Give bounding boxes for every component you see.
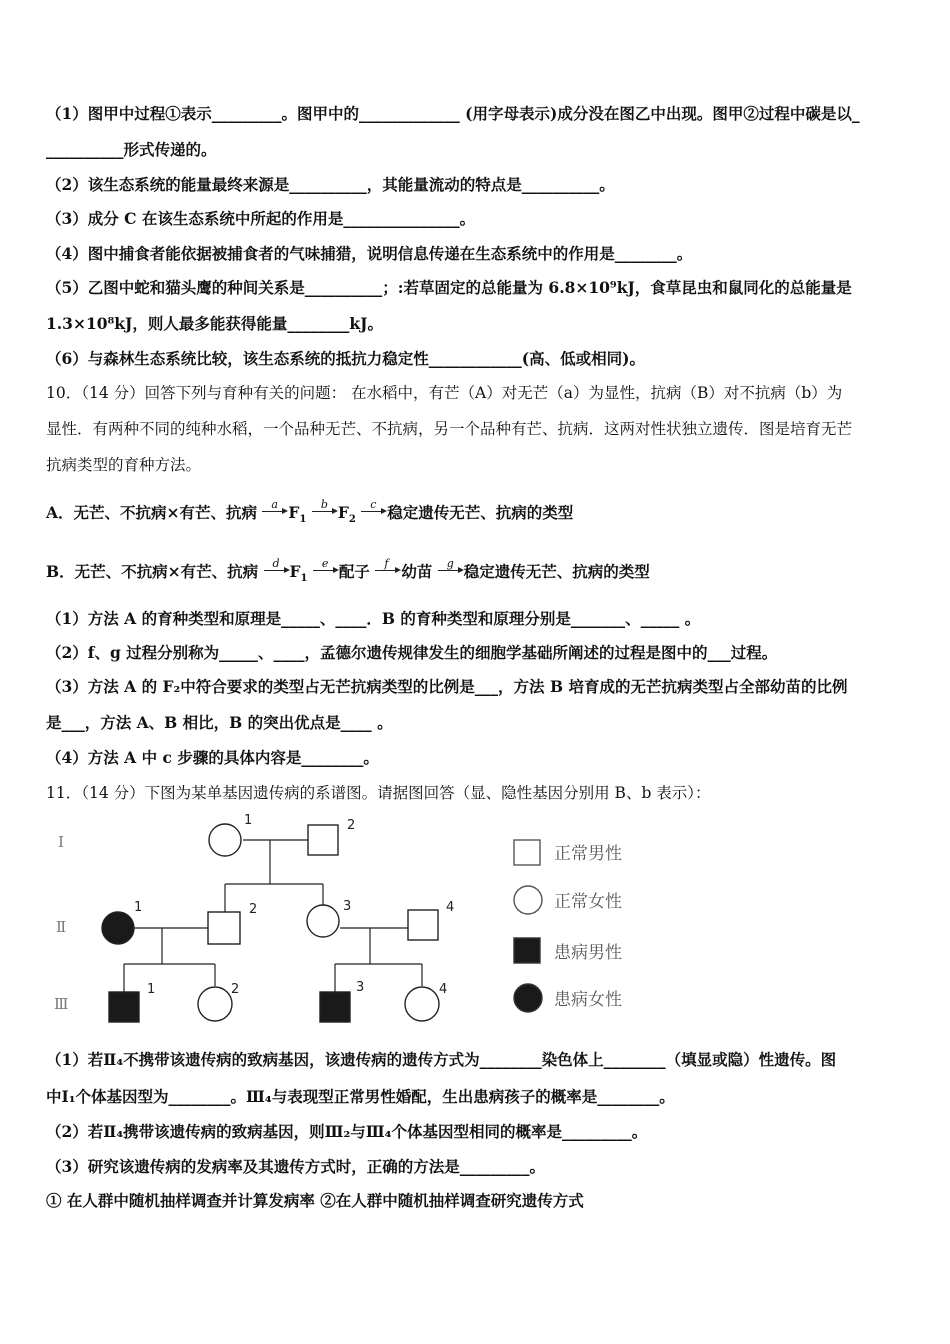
individual-II2-normal-male xyxy=(208,912,240,944)
q9-part6: （6）与森林生态系统比较，该生态系统的抵抗力稳定性____________(高、低或相同)。 xyxy=(46,349,645,368)
num-II3: 3 xyxy=(343,899,352,914)
q10-part4: （4）方法 A 中 c 步骤的具体内容是________。 xyxy=(46,748,379,767)
num-I1: 1 xyxy=(244,813,253,828)
q9-part1-line2: __________形式传递的。 xyxy=(46,140,217,159)
individual-II4-normal-male xyxy=(408,910,438,940)
legend-normal-male: 正常男性 xyxy=(554,844,622,864)
q11-part1-line2: 中Ⅰ₁个体基因型为________。Ⅲ₄与表现型正常男性婚配，生出患病孩子的概率是________。 xyxy=(46,1087,675,1106)
num-I2: 2 xyxy=(347,818,356,833)
individual-III1-affected-male xyxy=(109,992,139,1022)
method-a-f1: $F_1$ xyxy=(288,503,307,526)
legend-affected-male: 患病男性 xyxy=(554,943,622,963)
individual-II1-affected-female xyxy=(102,912,134,944)
legend-affected-female: 患病女性 xyxy=(554,990,622,1010)
legend-affected-male-icon xyxy=(514,938,540,963)
legend-normal-female: 正常女性 xyxy=(554,892,622,912)
legend-normal-male-icon xyxy=(514,840,540,865)
q10-stem-line3: 抗病类型的育种方法。 xyxy=(46,456,202,474)
q9-part4: （4）图中捕食者能依据被捕食者的气味捕猎，说明信息传递在生态系统中的作用是________。 xyxy=(46,244,693,263)
q11-part2: （2）若Ⅱ₄携带该遗传病的致病基因，则Ⅲ₂与Ⅲ₄个体基因型相同的概率是_________。 xyxy=(46,1122,648,1141)
individual-III3-affected-male xyxy=(320,992,350,1022)
legend-normal-female-icon xyxy=(514,886,542,914)
arrow-d: d xyxy=(264,562,290,582)
num-III3: 3 xyxy=(356,980,365,995)
q9-part3: （3）成分 C 在该生态系统中所起的作用是_______________。 xyxy=(46,209,476,228)
q11-options: ① 在人群中随机抽样调查并计算发病率 ②在人群中随机抽样调查研究遗传方式 xyxy=(46,1191,584,1210)
q11-part1-line1: （1）若Ⅱ₄不携带该遗传病的致病基因，该遗传病的遗传方式为________染色体上________（填显或隐）性遗传。图 xyxy=(46,1050,837,1069)
q9-part1-line1: （1）图甲中过程①表示_________。图甲中的_____________ (用字母表示)成分没在图乙中出现。图甲②过程中碳是以_ xyxy=(46,104,860,123)
individual-II3-normal-female xyxy=(307,905,339,937)
method-b-flow xyxy=(46,557,650,589)
q10-part3-line2: 是___，方法 A、B 相比，B 的突出优点是____ 。 xyxy=(46,713,393,732)
q9-part5-line2: 1.3×10⁸kJ，则人最多能获得能量________kJ。 xyxy=(46,314,383,333)
individual-III4-normal-female xyxy=(405,987,439,1021)
individual-I2-normal-male xyxy=(308,825,338,855)
method-b-start: B．无芒、不抗病×有芒、抗病 xyxy=(46,562,259,581)
num-III2: 2 xyxy=(231,982,240,997)
arrow-c: c xyxy=(361,503,387,523)
q11-stem: 11．（14 分）下图为某单基因遗传病的系谱图。请据图回答（显、隐性基因分别用 B、b 表示）： xyxy=(46,784,711,802)
num-III1: 1 xyxy=(147,982,156,997)
q10-part1: （1）方法 A 的育种类型和原理是_____、____．B 的育种类型和原理分别是_______、_____ 。 xyxy=(46,609,701,628)
q10-part3-line1: （3）方法 A 的 F₂中符合要求的类型占无芒抗病类型的比例是___，方法 B 培育成的无芒抗病类型占全部幼苗的比例 xyxy=(46,677,848,696)
individual-I1-normal-female xyxy=(209,824,241,856)
gen-label-II: Ⅱ xyxy=(56,918,67,936)
pedigree-chart xyxy=(40,812,660,1034)
arrow-g: g xyxy=(438,562,464,582)
arrow-b: b xyxy=(312,503,338,523)
q10-stem-line2: 显性．有两种不同的纯种水稻，一个品种无芒、不抗病，另一个品种有芒、抗病．这两对性状独立遗传．图是培育无芒 xyxy=(46,420,853,438)
q11-part3: （3）研究该遗传病的发病率及其遗传方式时，正确的方法是_________。 xyxy=(46,1157,546,1176)
arrow-a: a xyxy=(262,503,288,523)
gen-label-III: Ⅲ xyxy=(54,995,69,1013)
arrow-f: f xyxy=(375,562,401,582)
num-II1: 1 xyxy=(134,900,143,915)
method-a-flow xyxy=(46,498,574,530)
method-b-f1: $F_1$ xyxy=(289,562,308,585)
num-II4: 4 xyxy=(446,900,455,915)
method-a-start: A．无芒、不抗病×有芒、抗病 xyxy=(46,503,258,522)
individual-III2-normal-female xyxy=(198,987,232,1021)
gen-label-I: Ⅰ xyxy=(58,833,64,851)
arrow-e: e xyxy=(313,562,339,582)
q10-part2: （2）f、g 过程分别称为_____、____，孟德尔遗传规律发生的细胞学基础所阐述的过程是图中的___过程。 xyxy=(46,643,778,662)
method-b-gamete: 配子 xyxy=(338,562,370,581)
method-a-f2: $F_2$ xyxy=(337,503,356,526)
num-III4: 4 xyxy=(439,982,448,997)
method-b-seedling: 幼苗 xyxy=(401,562,433,581)
q9-part2: （2）该生态系统的能量最终来源是__________，其能量流动的特点是__________。 xyxy=(46,175,615,194)
q9-part5-line1: （5）乙图中蛇和猫头鹰的种间关系是__________；:若草固定的总能量为 6.8×10⁹kJ，食草昆虫和鼠同化的总能量是 xyxy=(46,278,852,297)
num-II2: 2 xyxy=(249,902,258,917)
q10-stem-line1: 10．（14 分）回答下列与育种有关的问题： 在水稻中，有芒（A）对无芒（a）为显性，抗病（B）对不抗病（b）为 xyxy=(46,384,843,402)
method-b-end: 稳定遗传无芒、抗病的类型 xyxy=(463,562,650,581)
legend-affected-female-icon xyxy=(514,984,542,1012)
method-a-end: 稳定遗传无芒、抗病的类型 xyxy=(387,503,574,522)
